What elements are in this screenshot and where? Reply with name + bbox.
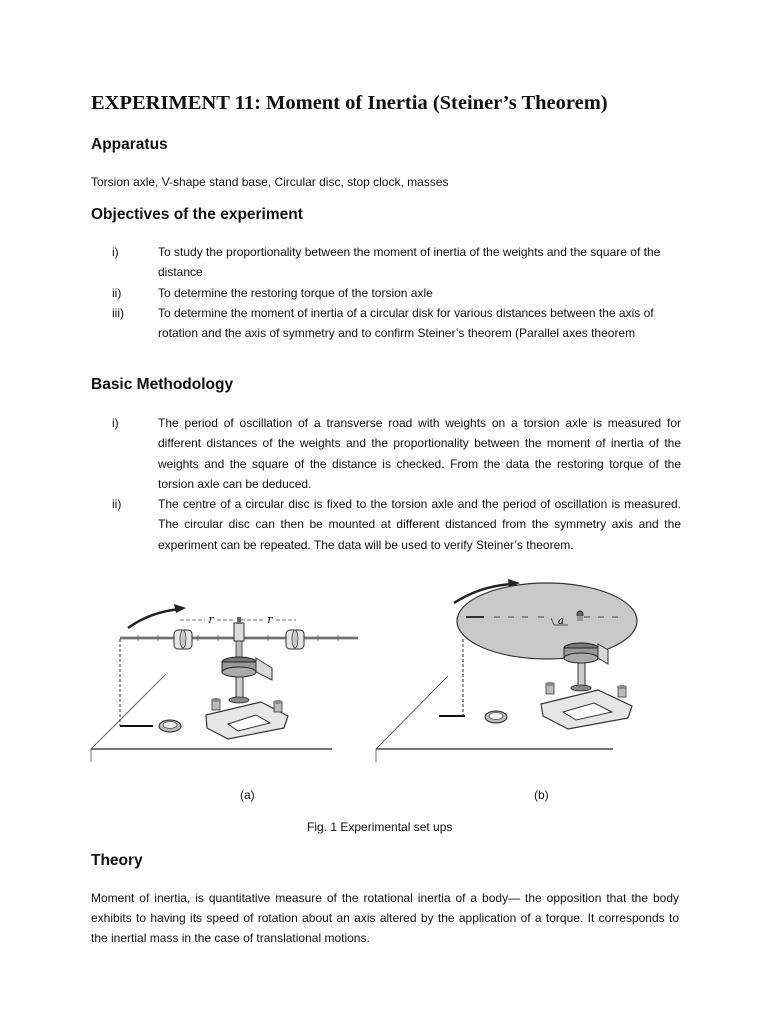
list-number: i) (112, 245, 119, 259)
a-label: a (558, 616, 564, 627)
methodology-heading: Basic Methodology (91, 376, 234, 393)
figure-caption: Fig. 1 Experimental set ups (307, 820, 453, 834)
objectives-list (91, 242, 681, 343)
figure-label-a: (a) (240, 788, 255, 802)
list-item (91, 242, 681, 283)
experimental-setup-figure (88, 576, 668, 776)
r-label-left: r (208, 613, 214, 626)
setup-a-diagram (91, 604, 358, 762)
list-item (91, 303, 681, 344)
r-label-right: r (267, 613, 273, 626)
list-item (91, 413, 681, 494)
list-text: To determine the moment of inertia of a circular disk for various distances between the axis of rotation and the axis of symmetry and to confirm Steiner’s theorem (Parallel axes theorem (158, 305, 654, 341)
theory-heading: Theory (91, 852, 143, 869)
figure-label-b: (b) (534, 788, 549, 802)
list-number: ii) (112, 497, 122, 512)
list-item (91, 494, 681, 555)
setup-b-diagram (376, 579, 637, 762)
list-text: The centre of a circular disc is fixed to the torsion axle and the period of oscillation is measured. The circular disc can then be mounted at different distanced from the symmetry axis and the experiment can be repeated. The data will be used to verify Steiner’s theorem. (158, 497, 681, 552)
apparatus-text: Torsion axle, V-shape stand base, Circular disc, stop clock, masses (91, 175, 449, 189)
list-text: To determine the restoring torque of the torsion axle (158, 285, 433, 300)
apparatus-heading: Apparatus (91, 136, 168, 153)
list-item (91, 283, 681, 303)
objectives-heading: Objectives of the experiment (91, 206, 303, 223)
list-text: The period of oscillation of a transverse road with weights on a torsion axle is measured for different distances of the weights and the proportionality between the moment of inertia of the weights and the square of the distance is checked. From the data the restoring torque of the torsion axle can be deduced. (158, 416, 681, 491)
methodology-list (91, 413, 681, 555)
list-number: iii) (112, 305, 124, 320)
list-text: To study the proportionality between the moment of inertia of the weights and the square of the distance (158, 245, 661, 280)
page-title: EXPERIMENT 11: Moment of Inertia (Steiner’s Theorem) (91, 92, 608, 114)
list-number: ii) (112, 285, 122, 300)
theory-text: Moment of inertia, is quantitative measure of the rotational inertia of a body— the opposition that the body exhibits to having its speed of rotation about an axis altered by the application of a torque. It corresponds to the inertial mass in the case of translational motions. (91, 891, 679, 945)
list-number: i) (112, 416, 119, 430)
